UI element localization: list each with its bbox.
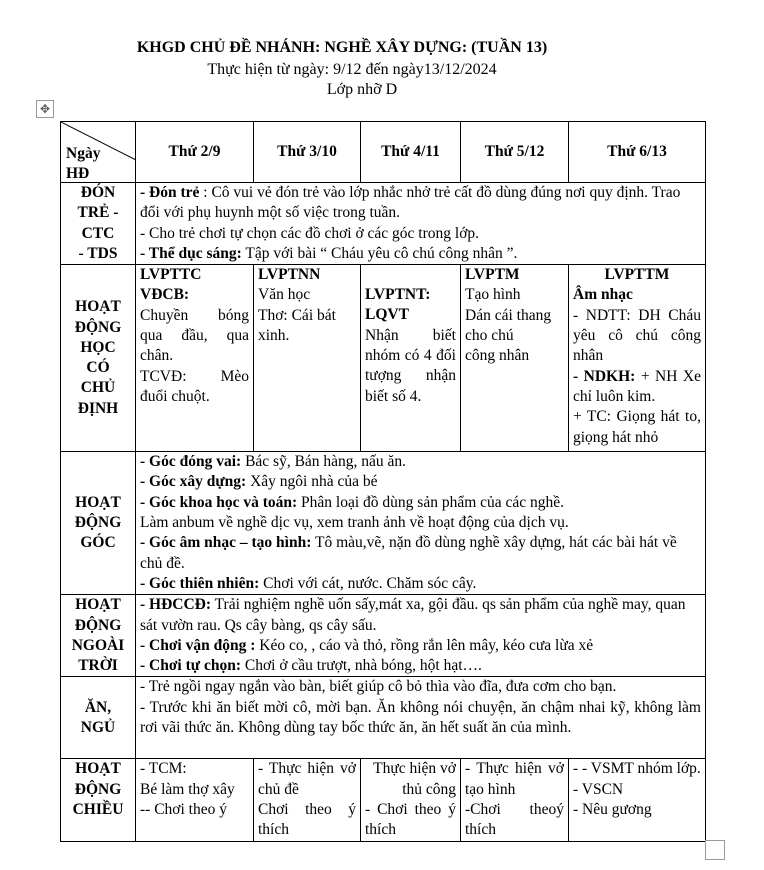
- text-line: - Thực hiện vở tạo hình: [465, 760, 564, 798]
- text-line: - Trẻ ngồi ngay ngắn vào bàn, biết giúp cô bỏ thìa vào đĩa, đưa cơm cho bạn.: [140, 678, 617, 696]
- text-line: - Chơi vận động : Kéo co, , cáo và thỏ, rồng rắn lên mây, kéo cưa lừa xẻ: [140, 636, 594, 654]
- label-line: HOẠT: [75, 493, 121, 511]
- row-label: [61, 595, 136, 677]
- row-don-tre: [61, 183, 706, 265]
- text-line: -- Chơi theo ý: [140, 801, 227, 819]
- lesson-text: Chuyền bóng qua đầu, qua chân.: [140, 306, 249, 365]
- lesson-text: + TC: Giọng hát to, giọng hát nhỏ: [573, 408, 701, 446]
- day-header: Thứ 5/12: [461, 122, 569, 183]
- label-line: NGOÀI: [71, 636, 125, 654]
- row-an-ngu: [61, 677, 706, 759]
- corner-bottom-label: HĐ: [66, 165, 90, 182]
- text-line: - Đón trẻ : Cô vui vẻ đón trẻ vào lớp nhắc nhở trẻ cất đồ dùng đúng nơi quy định. Trao đổi với phụ huynh một số việc trong tuần.: [140, 184, 681, 222]
- row-hoat-dong-hoc: [61, 265, 706, 452]
- lesson-title: LVPTNN: [258, 266, 321, 284]
- chieu-mon: [136, 759, 254, 841]
- label-line: ĂN,: [84, 698, 112, 716]
- text-line: - Thực hiện vở chủ đề: [258, 760, 356, 798]
- lesson-thu: [461, 265, 569, 452]
- lesson-title: LVPTTM: [604, 266, 670, 284]
- lesson-fri: [569, 265, 706, 452]
- an-ngu-content: [136, 677, 706, 759]
- label-line: ĐỘNG: [74, 616, 122, 634]
- plan-class: Lớp nhỡ D: [326, 81, 398, 98]
- label-line: TRỜI: [78, 657, 118, 675]
- ngoai-troi-content: [136, 595, 706, 677]
- label-line: ĐỊNH: [77, 399, 119, 417]
- goc-content: [136, 452, 706, 595]
- chieu-fri: [569, 759, 706, 841]
- lesson-title: LVPTTC: [140, 266, 202, 284]
- lesson-title: LVPTM: [465, 266, 520, 284]
- table-move-handle-icon[interactable]: ✥: [36, 100, 54, 118]
- text-line: -Chơi theoý thích: [465, 801, 564, 839]
- day-header: Thứ 6/13: [569, 122, 706, 183]
- header-row: [61, 122, 706, 183]
- label-line: - TDS: [78, 244, 118, 262]
- row-label: [61, 183, 136, 265]
- text-line: - - VSMT nhóm lớp.: [573, 760, 701, 778]
- row-label: [61, 759, 136, 841]
- lesson-tue: [254, 265, 361, 452]
- label-line: CÓ: [86, 359, 110, 377]
- label-line: NGỦ: [80, 718, 116, 736]
- text-line: - Chơi theo ý thích: [365, 801, 456, 839]
- day-header: Thứ 4/11: [361, 122, 461, 183]
- row-label: [61, 677, 136, 759]
- lesson-text: Nhận biết nhóm có 4 đối tượng nhận biết số 4.: [365, 326, 456, 405]
- plan-dates: Thực hiện từ ngày: 9/12 đến ngày13/12/2024: [207, 61, 497, 78]
- lesson-text: Tạo hình: [465, 286, 521, 304]
- label-line: CHỦ: [80, 379, 116, 397]
- text-line: - Chơi tự chọn: Chơi ở cầu trượt, nhà bóng, hột hạt….: [140, 657, 482, 675]
- label-line: CTC: [81, 224, 115, 242]
- text-line: Thực hiện vở thủ công: [373, 760, 456, 798]
- label-line: CHIỀU: [72, 801, 124, 819]
- lesson-wed: [361, 265, 461, 452]
- label-line: TRẺ -: [77, 204, 119, 222]
- text-line: Chơi theo ý thích: [258, 801, 356, 839]
- chieu-wed: [361, 759, 461, 841]
- lesson-text: Dán cái thang cho chú: [465, 306, 552, 345]
- row-hoat-dong-chieu: [61, 759, 706, 841]
- lesson-text: TCVĐ: Mèo đuổi chuột.: [140, 367, 249, 405]
- label-line: HOẠT: [75, 760, 121, 778]
- lesson-title: LVPTNT: LQVT: [365, 286, 431, 324]
- label-line: HOẠT: [75, 298, 121, 316]
- text-line: - Cho trẻ chơi tự chọn các đồ chơi ở các góc trong lớp.: [140, 224, 480, 242]
- chieu-thu: [461, 759, 569, 841]
- lesson-text: Văn học: [258, 286, 311, 304]
- row-label: [61, 265, 136, 452]
- chieu-tue: [254, 759, 361, 841]
- row-label: [61, 452, 136, 595]
- row-hoat-dong-goc: [61, 452, 706, 595]
- lesson-text: - NDTT: DH Cháu yêu cô chú công nhân: [573, 306, 701, 365]
- lesson-text: - NDKH: + NH Xe chỉ luôn kim.: [573, 367, 701, 405]
- lesson-sub: Âm nhạc: [573, 286, 633, 304]
- table-resize-handle[interactable]: [705, 840, 725, 860]
- text-line: Làm anbum về nghề dịc vụ, xem tranh ảnh về hoạt động của dịch vụ.: [140, 514, 569, 532]
- text-line: Bé làm thợ xây: [140, 780, 235, 798]
- text-line: - Góc thiên nhiên: Chơi với cát, nước. Chăm sóc cây.: [140, 574, 477, 592]
- corner-top-label: Ngày: [66, 145, 101, 162]
- label-line: ĐỘNG: [74, 318, 122, 336]
- text-line: - Trước khi ăn biết mời cô, mời bạn. Ăn không nói chuyện, ăn chậm nhai kỹ, không làm rơi vãi thức ăn. Không dùng tay bốc thức ăn, ăn hết suất ăn của mình.: [140, 698, 701, 737]
- day-header: Thứ 2/9: [136, 122, 254, 183]
- text-line: - Góc khoa học và toán: Phân loại đồ dùng sản phẩm của các nghề.: [140, 493, 565, 511]
- label-line: HOẠT: [75, 596, 121, 614]
- text-line: - Góc đóng vai: Bác sỹ, Bán hàng, nấu ăn.: [140, 453, 407, 471]
- text-line: - Góc xây dựng: Xây ngôi nhà của bé: [140, 473, 378, 491]
- label-line: ĐÓN: [80, 184, 116, 201]
- day-header: Thứ 3/10: [254, 122, 361, 183]
- text-line: - HĐCCĐ: Trải nghiệm nghề uốn sấy,mát xa, gội đầu. qs sản phẩm của nghề may, quan sát vườn rau. Qs cây bàng, qs cây sấu.: [140, 596, 686, 634]
- plan-title: KHGD CHỦ ĐỀ NHÁNH: NGHỀ XÂY DỰNG: (TUẦN 13): [136, 39, 548, 56]
- text-line: - VSCN: [573, 780, 624, 798]
- lesson-text: công nhân: [465, 347, 530, 365]
- corner-cell: [61, 122, 136, 183]
- label-line: GÓC: [80, 534, 116, 552]
- text-line: - TCM:: [140, 760, 187, 778]
- text-line: - Thể dục sáng: Tập với bài “ Cháu yêu cô chú công nhân ”.: [140, 244, 518, 262]
- label-line: ĐỘNG: [74, 780, 122, 798]
- weekly-plan-table: [60, 121, 706, 842]
- lesson-text: Thơ: Cái bát xinh.: [258, 306, 336, 345]
- don-tre-content: [136, 183, 706, 265]
- lesson-sub: VĐCB:: [140, 286, 190, 304]
- row-ngoai-troi: [61, 595, 706, 677]
- label-line: HỌC: [80, 338, 116, 356]
- lesson-mon: [136, 265, 254, 452]
- text-line: - Nêu gương: [573, 801, 652, 819]
- label-line: ĐỘNG: [74, 514, 122, 532]
- text-line: - Góc âm nhạc – tạo hình: Tô màu,vẽ, nặn đồ dùng nghề xây dựng, hát các bài hát về chủ đề.: [140, 534, 677, 572]
